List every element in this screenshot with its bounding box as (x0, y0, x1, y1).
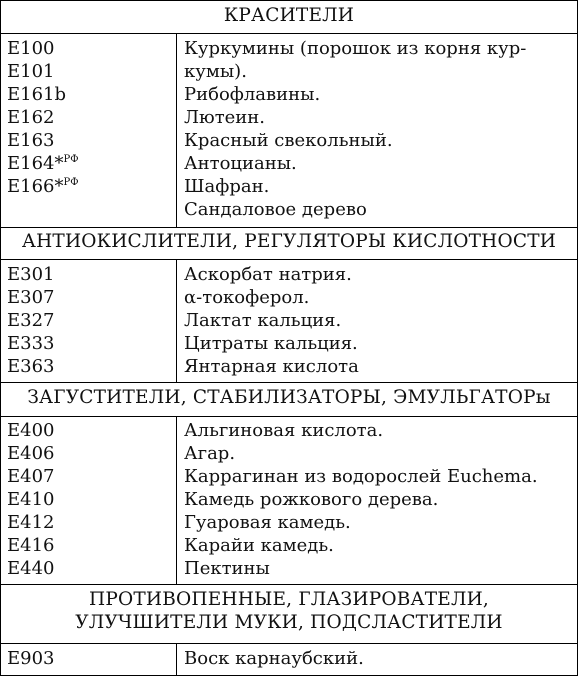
additive-code: E407 (7, 466, 55, 487)
additive-code: E412 (7, 512, 55, 533)
description-column (177, 260, 578, 383)
additive-description: Лютеин. (184, 107, 266, 128)
additive-code: E363 (7, 356, 55, 377)
additive-description: Карайи камедь. (184, 535, 334, 556)
additive-description: Рибофлавины. (184, 84, 321, 105)
additive-code: E903 (7, 648, 55, 669)
additive-description: Воск карнаубский. (184, 648, 364, 669)
additive-description: Пектины (184, 558, 270, 579)
additive-code (7, 198, 170, 221)
section-header-dyes (1, 1, 578, 34)
additive-description: Камедь рожкового дерева. (184, 489, 439, 510)
code-column (1, 260, 177, 383)
additive-code: E301 (7, 264, 55, 285)
code-column (1, 34, 177, 228)
additive-code: E100 (7, 38, 55, 59)
code-column (1, 417, 177, 585)
additive-description: Аскорбат натрия. (184, 264, 352, 285)
additive-code: E162 (7, 107, 55, 128)
description-column (177, 34, 578, 228)
additive-code: E327 (7, 310, 55, 331)
additive-code: E164*$^{РФ}$ (7, 153, 79, 174)
additive-code: E400 (7, 420, 55, 441)
additive-description: Каррагинан из водорослей Euchema. (184, 466, 538, 487)
section-header-antioxidants (1, 228, 578, 260)
additive-description: Куркумины (порошок из корня кур- (184, 38, 527, 59)
section-title-antifoaming-line1: ПРОТИВОПЕННЫЕ, ГЛАЗИРОВАТЕЛИ, (88, 589, 490, 610)
section-title-thickeners: ЗАГУСТИТЕЛИ, СТАБИЛИЗАТОРЫ, ЭМУЛЬГАТОРы (27, 387, 551, 408)
section-header-antifoaming (1, 585, 578, 644)
section-title-dyes: КРАСИТЕЛИ (223, 5, 355, 26)
description-column (177, 417, 578, 585)
additive-code: E101 (7, 61, 55, 82)
section-header-thickeners (1, 383, 578, 417)
additive-description: кумы). (184, 61, 247, 82)
additive-description: Агар. (184, 443, 236, 464)
additive-description: Гуаровая камедь. (184, 512, 351, 533)
additive-code: E416 (7, 535, 55, 556)
additive-description: Альгиновая кислота. (184, 420, 384, 441)
additive-code: E163 (7, 130, 55, 151)
additive-code: E166*$^{РФ}$ (7, 176, 79, 197)
additive-description: Лактат кальция. (184, 310, 342, 331)
additive-description: Сандаловое дерево (184, 199, 367, 220)
section-title-antifoaming-line2: УЛУЧШИТЕЛИ МУКИ, ПОДСЛАСТИТЕЛИ (75, 612, 503, 633)
additive-code: E333 (7, 333, 55, 354)
section-body-antioxidants (1, 260, 578, 383)
section-title-antioxidants: АНТИОКИСЛИТЕЛИ, РЕГУЛЯТОРЫ КИСЛОТНОСТИ (21, 231, 557, 252)
additive-description: α-токоферол. (184, 287, 310, 308)
additive-description: Шафран. (184, 176, 270, 197)
additive-code: E406 (7, 443, 55, 464)
additive-code: E307 (7, 287, 55, 308)
additive-description: Цитраты кальция. (184, 333, 358, 354)
section-body-thickeners (1, 417, 578, 585)
additive-code: E161b (7, 84, 67, 105)
additive-description: Антоцианы. (184, 153, 297, 174)
rf-superscript: РФ (63, 177, 79, 188)
additive-description: Красный свекольный. (184, 130, 393, 151)
additive-code: E410 (7, 489, 55, 510)
additive-description: Янтарная кислота (184, 356, 359, 377)
section-body-dyes (1, 34, 578, 228)
rf-superscript: РФ (63, 154, 79, 165)
additive-code: E440 (7, 558, 55, 579)
